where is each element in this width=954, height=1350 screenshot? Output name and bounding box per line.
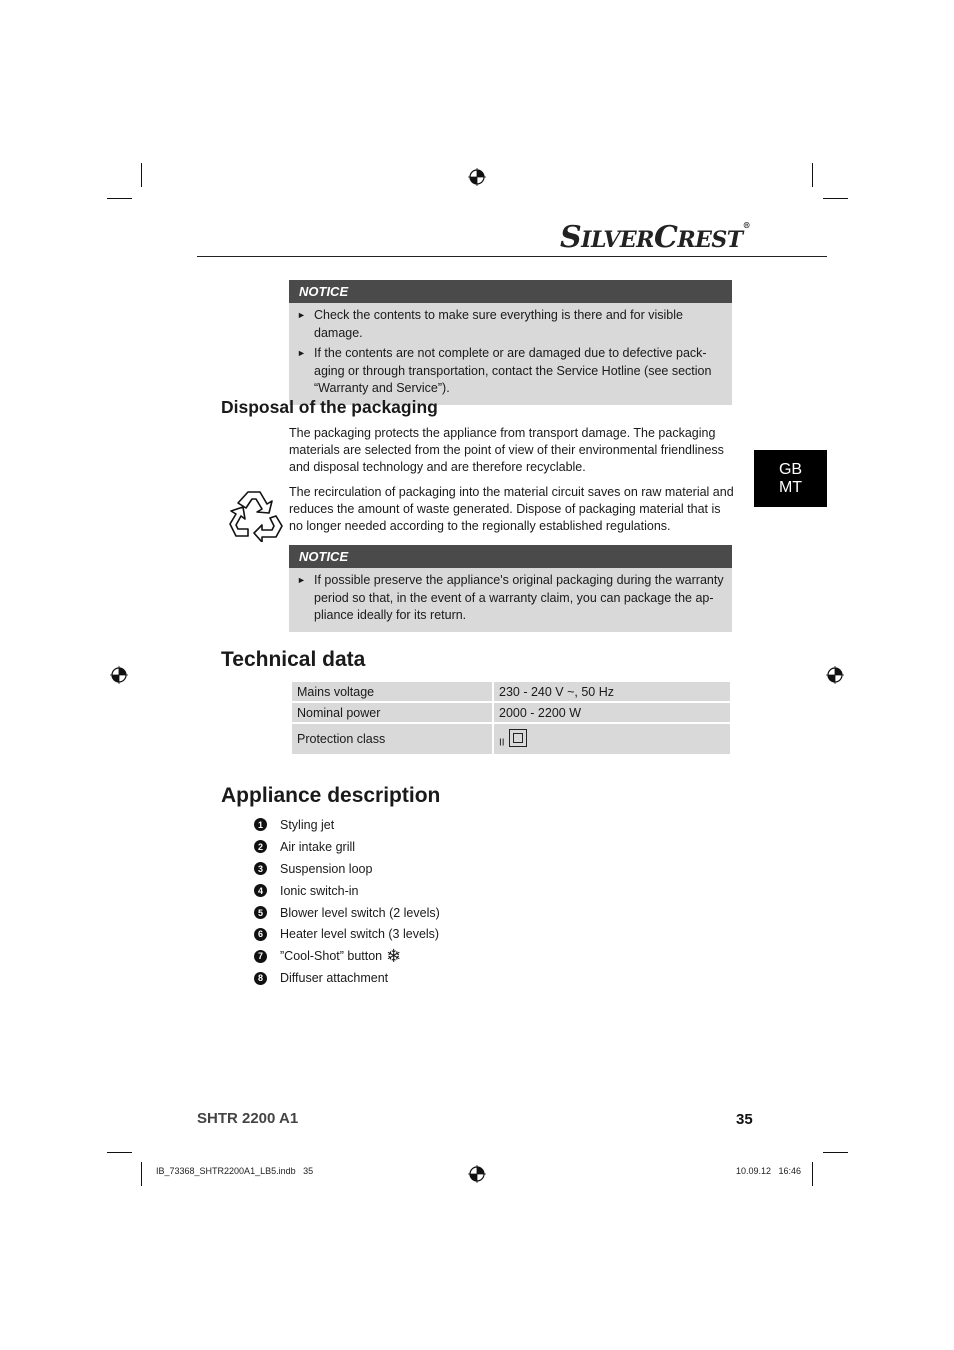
language-code-gb: GB — [778, 460, 803, 478]
number-badge: 3 — [254, 862, 267, 875]
list-item: 4 Ionic switch-in — [254, 880, 440, 902]
notice-title: NOTICE — [289, 545, 732, 568]
table-row — [291, 681, 731, 702]
arrow-bullet-icon: ► — [297, 575, 306, 585]
section-heading-disposal: Disposal of the packaging — [221, 397, 438, 417]
list-item: 8 Diffuser attachment — [254, 967, 440, 989]
model-number: SHTR 2200 A1 — [197, 1110, 299, 1127]
arrow-bullet-icon: ► — [297, 348, 306, 358]
language-tab — [754, 450, 827, 507]
registration-mark-icon — [110, 666, 128, 684]
protection-class-text: II — [499, 737, 505, 749]
disposal-paragraph: The packaging protects the appliance from transport damage. The packaging materials are selected from the point of view of their environmental friendliness and disposal technology and are therefore recyclable. — [289, 426, 724, 474]
section-heading-technical: Technical data — [221, 648, 366, 671]
table-cell-label: Protection class — [291, 723, 493, 755]
notice-box — [289, 280, 732, 405]
language-code-mt: MT — [778, 478, 803, 496]
number-badge: 8 — [254, 972, 267, 985]
table-cell-value — [493, 723, 731, 755]
table-cell-label: Mains voltage — [291, 681, 493, 702]
double-insulation-icon — [509, 729, 527, 747]
brand-logo: SILVERCREST® — [560, 220, 751, 255]
crop-mark — [141, 163, 142, 187]
list-item: 5 Blower level switch (2 levels) — [254, 902, 440, 924]
number-badge: 6 — [254, 928, 267, 941]
crop-mark — [812, 1162, 813, 1186]
number-badge: 2 — [254, 840, 267, 853]
notice-item: ► If the contents are not complete or are damaged due to defective pack-aging or through transportation, contact the Service Hotline (see section “Warranty and Service”). — [297, 346, 712, 395]
notice-box — [289, 545, 732, 632]
table-row — [291, 723, 731, 755]
number-badge: 7 — [254, 950, 267, 963]
parts-list — [254, 814, 440, 989]
crop-mark — [812, 163, 813, 187]
table-cell-value: 230 - 240 V ~, 50 Hz — [493, 681, 731, 702]
print-slug-datetime: 10.09.12 16:46 — [736, 1166, 802, 1176]
list-item: 7 ”Cool-Shot” button ❄ — [254, 945, 440, 967]
crop-mark — [107, 198, 132, 199]
crop-mark — [823, 198, 848, 199]
recycling-icon — [226, 486, 284, 542]
crop-mark — [823, 1152, 848, 1153]
crop-mark — [107, 1152, 132, 1153]
notice-title: NOTICE — [289, 280, 732, 303]
table-cell-label: Nominal power — [291, 702, 493, 723]
technical-data-table — [290, 680, 732, 756]
disposal-paragraph: The recirculation of packaging into the material circuit saves on raw material and reduces the amount of waste generated. Dispose of packaging material that is no longer needed according to the regionally established regulations. — [289, 485, 734, 533]
list-item: 3 Suspension loop — [254, 858, 440, 880]
snowflake-icon: ❄ — [386, 946, 402, 967]
number-badge: 4 — [254, 884, 267, 897]
registration-mark-icon — [468, 1165, 486, 1183]
crop-mark — [141, 1162, 142, 1186]
list-item: 2 Air intake grill — [254, 836, 440, 858]
number-badge: 5 — [254, 906, 267, 919]
arrow-bullet-icon: ► — [297, 310, 306, 320]
header-divider — [197, 256, 827, 257]
print-slug-file: IB_73368_SHTR2200A1_LB5.indb 35 — [156, 1166, 314, 1176]
notice-item: ► If possible preserve the appliance's original packaging during the warranty period so that, in the event of a warranty claim, you can package the ap-pliance ideally for its return. — [297, 573, 724, 622]
number-badge: 1 — [254, 818, 267, 831]
table-row — [291, 702, 731, 723]
list-item: 1 Styling jet — [254, 814, 440, 836]
registration-mark-icon — [826, 666, 844, 684]
page-number: 35 — [736, 1111, 753, 1128]
registration-mark-icon — [468, 168, 486, 186]
notice-item: ► Check the contents to make sure everything is there and for visible damage. — [297, 308, 683, 340]
section-heading-appliance: Appliance description — [221, 784, 441, 807]
table-cell-value: 2000 - 2200 W — [493, 702, 731, 723]
list-item: 6 Heater level switch (3 levels) — [254, 923, 440, 945]
